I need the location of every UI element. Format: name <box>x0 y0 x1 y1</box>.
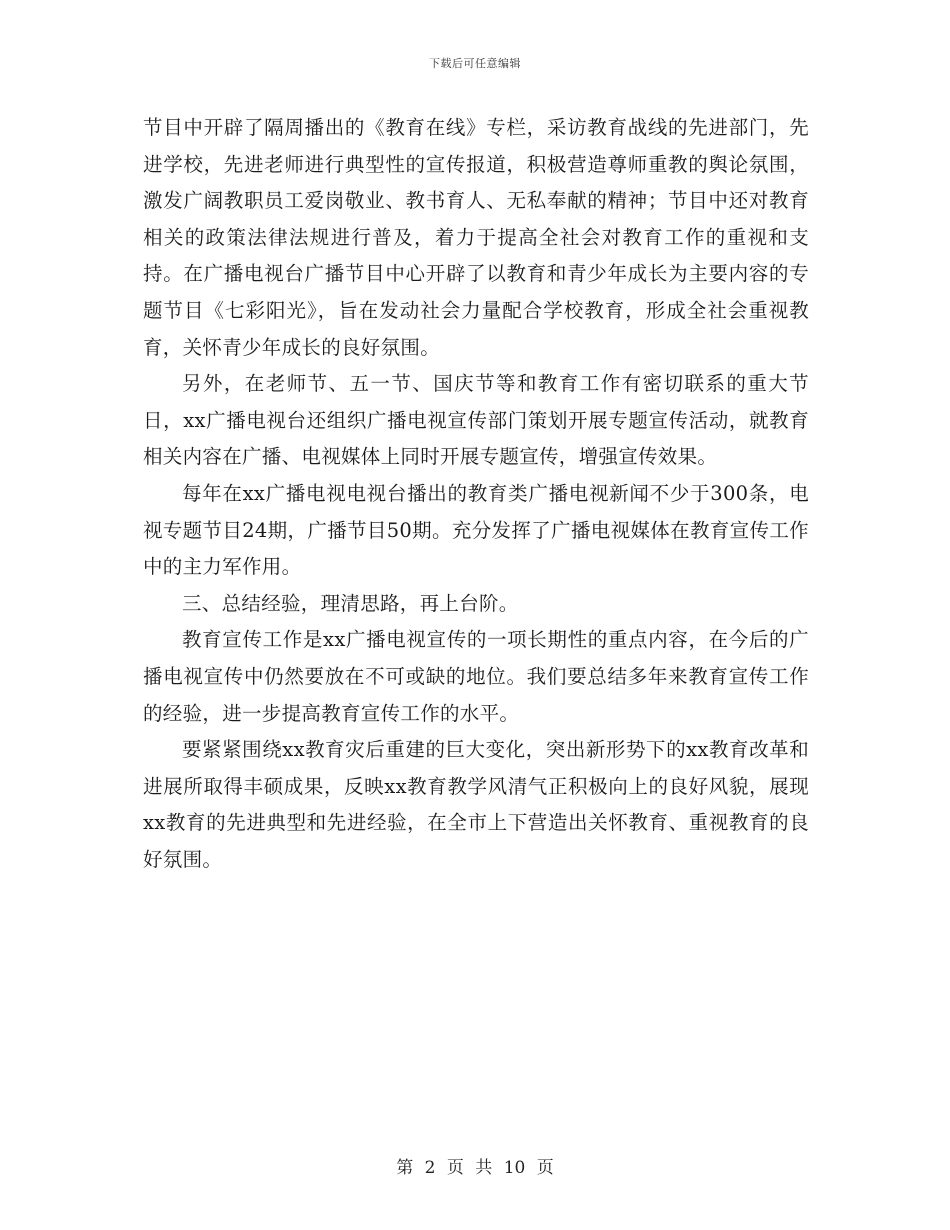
page-header-note: 下载后可任意编辑 <box>429 57 521 70</box>
page-number: 第 2 页 共 10 页 <box>396 1158 554 1178</box>
paragraph-long-term-focus: 教育宣传工作是xx广播电视宣传的一项长期性的重点内容，在今后的广播电视宣传中仍然要放在不可或缺的地位。我们要总结多年来教育宣传工作的经验，进一步提高教育宣传工作的水平。 <box>143 628 809 725</box>
paragraph-holiday-campaigns: 另外，在老师节、五一节、国庆节等和教育工作有密切联系的重大节日，xx广播电视台还组织广播电视宣传部门策划开展专题宣传活动，就教育相关内容在广播、电视媒体上同时开展专题宣传，增强宣传效果。 <box>143 372 809 469</box>
document-body <box>143 110 809 878</box>
section-heading-three: 三、总结经验，理清思路，再上台阶。 <box>182 591 519 615</box>
paragraph-reconstruction: 要紧紧围绕xx教育灾后重建的巨大变化，突出新形势下的xx教育改革和进展所取得丰硕成果，反映xx教育教学风清气正积极向上的良好风貌，展现xx教育的先进典型和先进经验，在全市上下营造出关怀教育、重视教育的良好氛围。 <box>143 738 809 871</box>
paragraph-continuation: 节目中开辟了隔周播出的《教育在线》专栏，采访教育战线的先进部门，先进学校，先进老师进行典型性的宣传报道，积极营造尊师重教的舆论氛围，激发广阔教职员工爱岗敬业、教书育人、无私奉献的精神；节目中还对教育相关的政策法律法规进行普及，着力于提高全社会对教育工作的重视和支持。在广播电视台广播节目中心开辟了以教育和青少年成长为主要内容的专题节目《七彩阳光》，旨在发动社会力量配合学校教育，形成全社会重视教育，关怀青少年成长的良好氛围。 <box>143 116 809 359</box>
paragraph-annual-stats: 每年在xx广播电视电视台播出的教育类广播电视新闻不少于300条，电视专题节目24期，广播节目50期。充分发挥了广播电视媒体在教育宣传工作中的主力军作用。 <box>143 481 809 579</box>
